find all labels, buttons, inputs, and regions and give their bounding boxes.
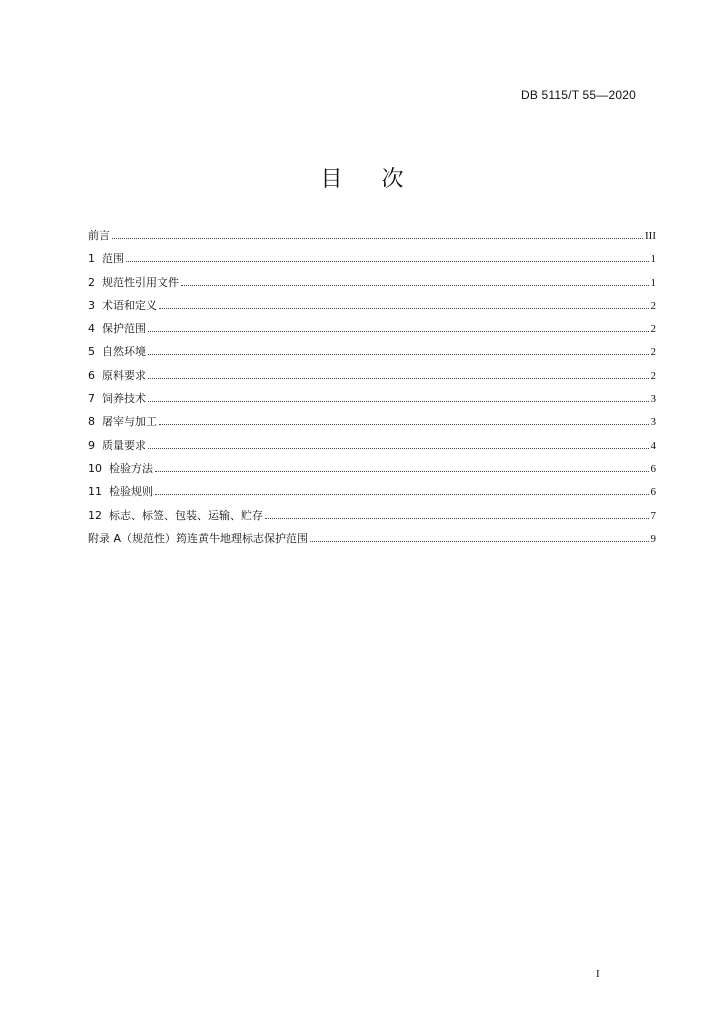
toc-entry-normative-references[interactable] bbox=[88, 275, 656, 298]
toc-entry-feeding-technique[interactable] bbox=[88, 391, 656, 414]
toc-entry-page: 2 bbox=[650, 299, 656, 312]
toc-leader-dots bbox=[159, 307, 649, 309]
toc-entry-label: 10 检验方法 bbox=[88, 461, 153, 475]
toc-entry-label: 8 屠宰与加工 bbox=[88, 415, 157, 429]
toc-leader-dots bbox=[126, 260, 649, 262]
toc-entry-slaughter-processing[interactable] bbox=[88, 414, 656, 437]
toc-leader-dots bbox=[112, 237, 643, 239]
toc-entry-label: 12 标志、标签、包装、运输、贮存 bbox=[88, 508, 263, 522]
toc-leader-dots bbox=[265, 517, 649, 519]
toc-entry-appendix-a[interactable] bbox=[88, 531, 656, 554]
toc-entry-page: 6 bbox=[650, 462, 656, 475]
toc-entry-label: 3 术语和定义 bbox=[88, 298, 157, 312]
toc-entry-label: 2 规范性引用文件 bbox=[88, 275, 179, 289]
page-number: I bbox=[596, 968, 600, 980]
toc-entry-page: 3 bbox=[650, 416, 656, 429]
toc-entry-page: 1 bbox=[650, 276, 656, 289]
toc-leader-dots bbox=[148, 330, 649, 332]
toc-entry-natural-environment[interactable] bbox=[88, 344, 656, 367]
toc-entry-terms-definitions[interactable] bbox=[88, 298, 656, 321]
toc-leader-dots bbox=[148, 447, 649, 449]
toc-entry-label: 附录 A（规范性）筠连黄牛地理标志保护范围 bbox=[88, 531, 309, 545]
toc-entry-label: 11 检验规则 bbox=[88, 485, 153, 499]
toc-entry-page: 1 bbox=[650, 253, 656, 266]
toc-entry-inspection-rules[interactable] bbox=[88, 484, 656, 507]
toc-entry-page: 4 bbox=[650, 439, 656, 452]
toc-entry-page: 3 bbox=[650, 393, 656, 406]
toc-entry-label: 前言 bbox=[88, 229, 110, 242]
toc-leader-dots bbox=[181, 284, 649, 286]
toc-entry-label: 7 饲养技术 bbox=[88, 392, 146, 406]
toc-entry-label: 9 质量要求 bbox=[88, 438, 146, 452]
toc-title: 目 次 bbox=[320, 167, 420, 192]
toc-entry-page: 2 bbox=[650, 369, 656, 382]
toc-entry-test-methods[interactable] bbox=[88, 461, 656, 484]
toc-leader-dots bbox=[310, 540, 648, 542]
toc-entry-label: 1 范围 bbox=[88, 252, 124, 266]
toc-entry-page: 6 bbox=[650, 486, 656, 499]
toc-leader-dots bbox=[148, 353, 649, 355]
toc-entry-page: 9 bbox=[650, 532, 656, 545]
toc-leader-dots bbox=[155, 470, 649, 472]
toc-entry-label: 4 保护范围 bbox=[88, 322, 146, 336]
toc-entry-raw-material[interactable] bbox=[88, 368, 656, 391]
toc-leader-dots bbox=[155, 493, 649, 495]
toc-leader-dots bbox=[159, 423, 649, 425]
toc-entry-label: 5 自然环境 bbox=[88, 345, 146, 359]
toc-entry-marking-packaging[interactable] bbox=[88, 508, 656, 531]
toc-entry-page: III bbox=[645, 230, 656, 242]
toc-entry-page: 7 bbox=[650, 509, 656, 522]
toc-leader-dots bbox=[148, 400, 649, 402]
toc-entry-label: 6 原料要求 bbox=[88, 368, 146, 382]
document-code: DB 5115/T 55—2020 bbox=[520, 88, 636, 102]
toc-entry-page: 2 bbox=[650, 323, 656, 336]
toc-entry-scope[interactable] bbox=[88, 251, 656, 274]
toc-entry-page: 2 bbox=[650, 346, 656, 359]
toc-entry-foreword[interactable] bbox=[88, 228, 656, 251]
table-of-contents bbox=[88, 228, 656, 554]
toc-leader-dots bbox=[148, 377, 649, 379]
toc-entry-protection-area[interactable] bbox=[88, 321, 656, 344]
toc-entry-quality-requirements[interactable] bbox=[88, 438, 656, 461]
